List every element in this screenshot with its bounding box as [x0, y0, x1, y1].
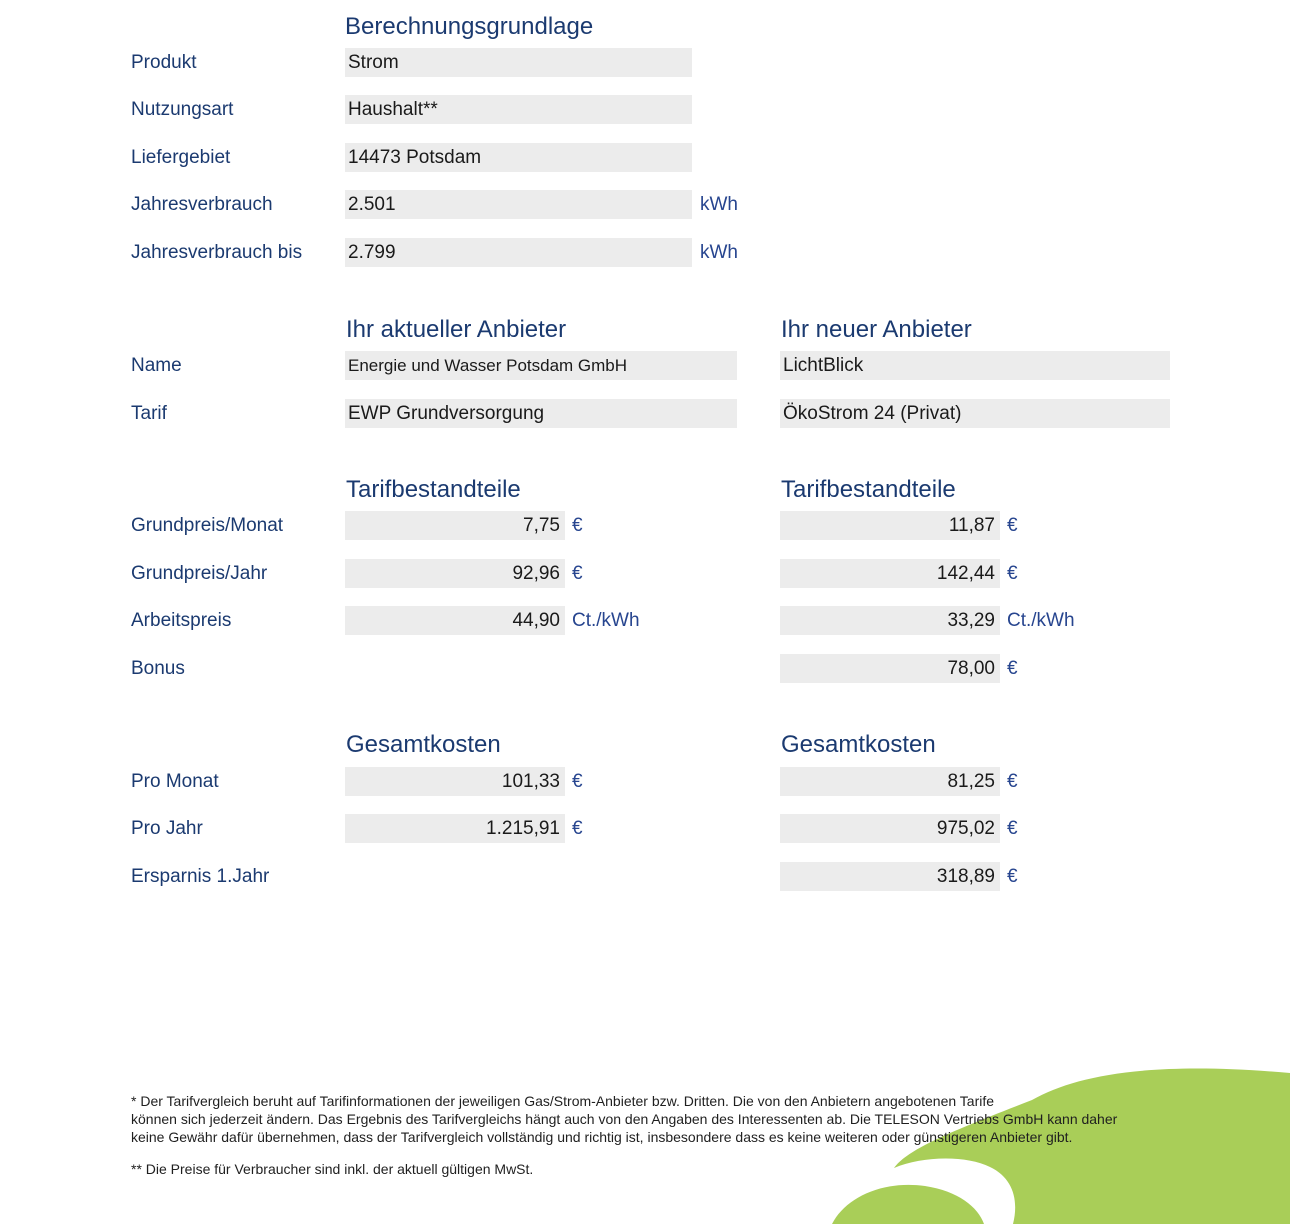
arbeitspreis-label: Arbeitspreis: [131, 610, 232, 631]
name-new-value: LichtBlick: [783, 355, 864, 376]
grundpreis-jahr-new-value: 142,44: [936, 563, 995, 584]
arbeitspreis-new-box: [780, 606, 1000, 635]
bonus-label: Bonus: [131, 658, 185, 679]
pro-jahr-current-unit: €: [572, 818, 583, 839]
liefergebiet-value: 14473 Potsdam: [348, 147, 482, 168]
name-current-box: [345, 351, 737, 380]
nutzungsart-value: Haushalt**: [348, 99, 438, 120]
ersparnis-new-box: [780, 862, 1000, 891]
arbeitspreis-current-unit: Ct./kWh: [572, 610, 640, 631]
section-title-berechnungsgrundlage: Berechnungsgrundlage: [345, 13, 594, 40]
nutzungsart-value-box: [345, 95, 692, 124]
grundpreis-jahr-current-box: [345, 559, 565, 588]
ersparnis-new-unit: €: [1007, 866, 1018, 887]
jahresverbrauch-unit: kWh: [700, 194, 738, 215]
produkt-value-box: [345, 48, 692, 77]
pro-jahr-current-box: [345, 814, 565, 843]
tarif-current-value: EWP Grundversorgung: [348, 403, 545, 424]
pro-monat-current-unit: €: [572, 771, 583, 792]
pro-jahr-new-box: [780, 814, 1000, 843]
pro-monat-new-box: [780, 767, 1000, 796]
tarif-label: Tarif: [131, 403, 167, 424]
pro-monat-current-box: [345, 767, 565, 796]
jahresverbrauch-value-box: [345, 190, 692, 219]
tarif-new-box: [780, 399, 1170, 428]
bonus-new-unit: €: [1007, 658, 1018, 679]
pro-monat-current-value: 101,33: [501, 771, 560, 792]
section-title-gesamtkosten-current: Gesamtkosten: [346, 731, 501, 758]
grundpreis-jahr-current-unit: €: [572, 563, 583, 584]
section-title-gesamtkosten-new: Gesamtkosten: [781, 731, 936, 758]
green-blob-bottom: [832, 1185, 984, 1224]
grundpreis-jahr-label: Grundpreis/Jahr: [131, 563, 268, 584]
disclaimer-line-2: können sich jederzeit ändern. Das Ergebnis des Tarifvergleichs hängt auch von den Angaben des Interessenten ab. Die TELESON Vertriebs GmbH kann daher: [131, 1111, 1118, 1127]
pro-monat-new-value: 81,25: [947, 771, 995, 792]
section-title-tarifbestandteile-current: Tarifbestandteile: [346, 476, 521, 503]
grundpreis-monat-new-unit: €: [1007, 515, 1018, 536]
section-title-tarifbestandteile-new: Tarifbestandteile: [781, 476, 956, 503]
grundpreis-monat-current-unit: €: [572, 515, 583, 536]
liefergebiet-label: Liefergebiet: [131, 147, 231, 168]
jahresverbrauch-bis-value: 2.799: [348, 242, 396, 263]
pro-monat-label: Pro Monat: [131, 771, 219, 792]
jahresverbrauch-bis-value-box: [345, 238, 692, 267]
bonus-new-value: 78,00: [947, 658, 995, 679]
grundpreis-monat-label: Grundpreis/Monat: [131, 515, 284, 536]
grundpreis-jahr-new-box: [780, 559, 1000, 588]
grundpreis-monat-current-box: [345, 511, 565, 540]
disclaimer-line-3: keine Gewähr dafür übernehmen, dass der Tarifvergleich vollständig und richtig ist, insbesondere dass es keine weiteren oder günstigeren Anbieter gibt.: [131, 1129, 1073, 1145]
pro-jahr-new-value: 975,02: [936, 818, 995, 839]
tarif-new-value: ÖkoStrom 24 (Privat): [783, 403, 962, 424]
disclaimer-line-1: * Der Tarifvergleich beruht auf Tarifinformationen der jeweiligen Gas/Strom-Anbieter bzw. Dritten. Die von den Anbietern angebotenen Tarife: [131, 1093, 995, 1109]
jahresverbrauch-label: Jahresverbrauch: [131, 194, 273, 215]
liefergebiet-value-box: [345, 143, 692, 172]
grundpreis-monat-new-value: 11,87: [948, 515, 995, 536]
arbeitspreis-new-unit: Ct./kWh: [1007, 610, 1075, 631]
produkt-label: Produkt: [131, 52, 197, 73]
name-label: Name: [131, 355, 182, 376]
ersparnis-label: Ersparnis 1.Jahr: [131, 866, 270, 887]
grundpreis-jahr-current-value: 92,96: [512, 563, 560, 584]
pro-jahr-current-value: 1.215,91: [486, 818, 560, 839]
tarif-current-box: [345, 399, 737, 428]
ersparnis-new-value: 318,89: [936, 866, 995, 887]
name-new-box: [780, 351, 1170, 380]
name-current-value: Energie und Wasser Potsdam GmbH: [348, 356, 628, 375]
nutzungsart-label: Nutzungsart: [131, 99, 234, 120]
grundpreis-monat-current-value: 7,75: [523, 515, 560, 536]
arbeitspreis-new-value: 33,29: [947, 610, 995, 631]
jahresverbrauch-bis-label: Jahresverbrauch bis: [131, 242, 303, 263]
grundpreis-jahr-new-unit: €: [1007, 563, 1018, 584]
arbeitspreis-current-box: [345, 606, 565, 635]
jahresverbrauch-bis-unit: kWh: [700, 242, 738, 263]
pro-monat-new-unit: €: [1007, 771, 1018, 792]
grundpreis-monat-new-box: [780, 511, 1000, 540]
section-title-new-provider: Ihr neuer Anbieter: [781, 316, 972, 343]
vat-note: ** Die Preise für Verbraucher sind inkl. der aktuell gültigen MwSt.: [131, 1161, 534, 1177]
jahresverbrauch-value: 2.501: [348, 194, 396, 215]
section-title-current-provider: Ihr aktueller Anbieter: [346, 316, 567, 343]
pro-jahr-new-unit: €: [1007, 818, 1018, 839]
pro-jahr-label: Pro Jahr: [131, 818, 203, 839]
produkt-value: Strom: [348, 52, 399, 73]
bonus-new-box: [780, 654, 1000, 683]
arbeitspreis-current-value: 44,90: [512, 610, 560, 631]
